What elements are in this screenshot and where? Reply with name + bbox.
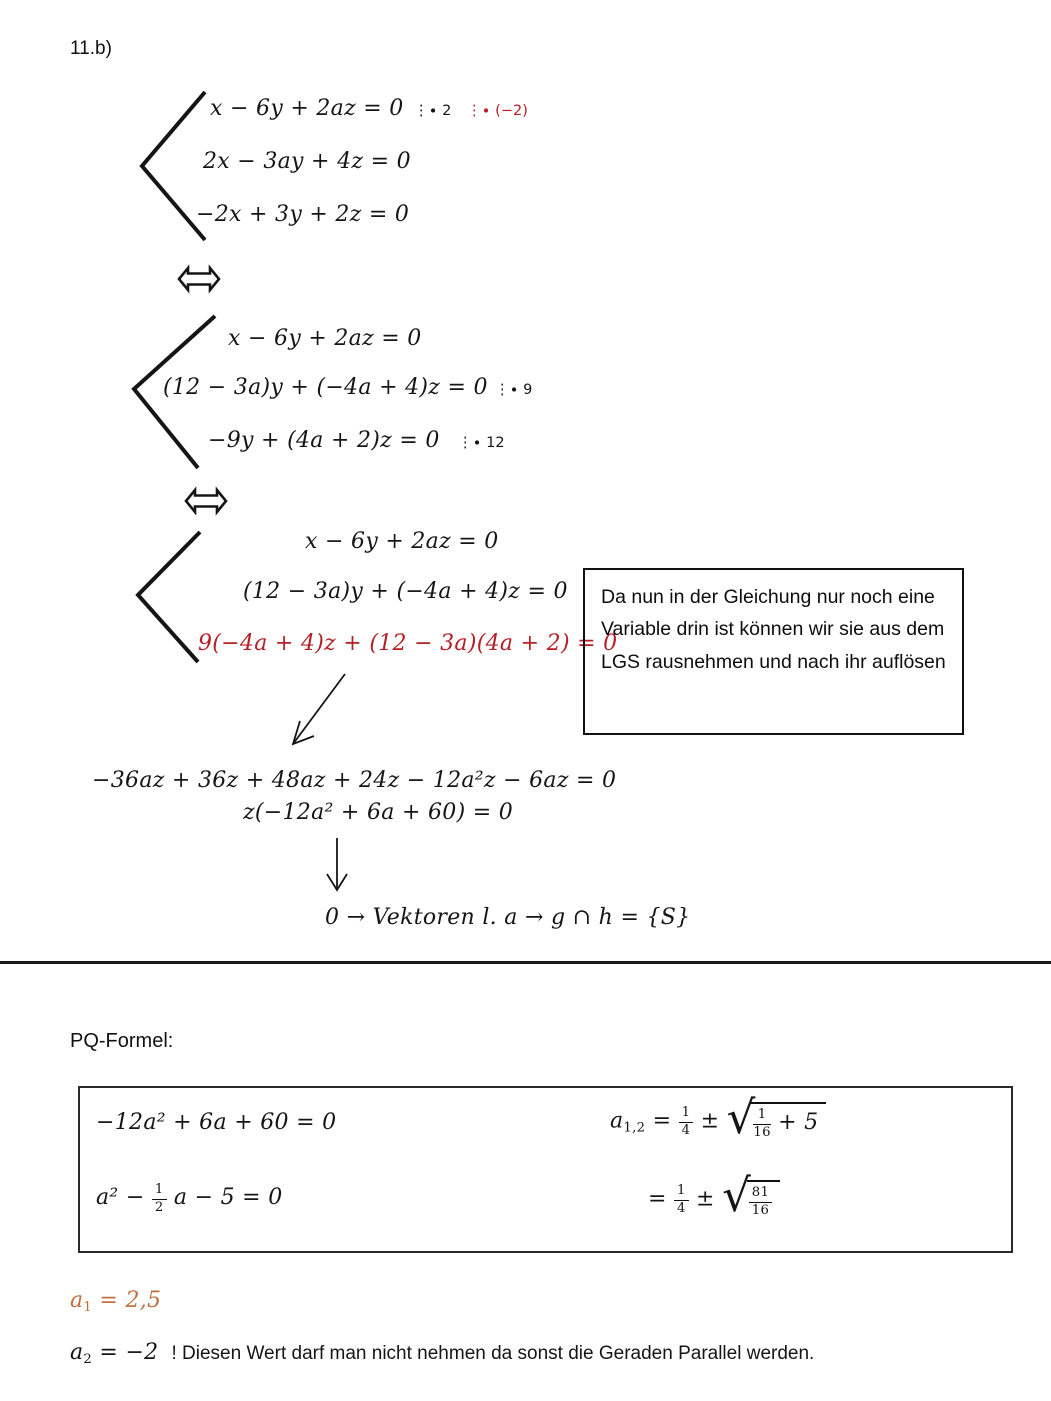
result-a1 xyxy=(70,1288,162,1316)
plus-minus: ± xyxy=(693,1108,727,1134)
equivalence-arrow-icon xyxy=(183,482,229,520)
plus-minus: ± xyxy=(688,1186,723,1212)
fraction xyxy=(152,1183,167,1216)
conclusion-line: 0 → Vektoren l. a → g ∩ h = {S} xyxy=(325,905,691,930)
page-title: 11.b) xyxy=(70,38,112,59)
numerator: 1 xyxy=(753,1108,770,1125)
multiply-annotation: ⋮∙ 9 xyxy=(495,382,533,398)
section-divider xyxy=(0,961,1051,964)
multiply-annotation: ⋮∙ 2 xyxy=(414,103,452,119)
equation: −9y + (4a + 2)z = 0 xyxy=(208,428,440,453)
note-box xyxy=(583,568,964,735)
equation: z(−12a² + 6a + 60) = 0 xyxy=(243,800,514,825)
denominator: 4 xyxy=(681,1123,691,1139)
denominator: 4 xyxy=(677,1201,686,1217)
numerator: 1 xyxy=(674,1184,689,1201)
pq-heading: PQ-Formel: xyxy=(70,1030,174,1052)
denominator: 16 xyxy=(751,1202,770,1218)
variable: a xyxy=(70,1340,84,1365)
multiply-annotation: ⋮∙ (−2) xyxy=(467,103,528,119)
variable: a xyxy=(610,1108,624,1134)
square-root xyxy=(722,1169,780,1222)
pq-formula-box xyxy=(78,1086,1013,1253)
equivalence-arrow-icon xyxy=(176,260,222,298)
equation-part: a − 5 = 0 xyxy=(166,1184,283,1210)
equation: x − 6y + 2az = 0 xyxy=(228,326,422,351)
denominator: 16 xyxy=(753,1124,771,1140)
fraction xyxy=(679,1106,694,1139)
equation: −2x + 3y + 2z = 0 xyxy=(196,202,410,227)
subscript: 2 xyxy=(83,1352,93,1368)
multiply-annotation: ⋮∙ 12 xyxy=(458,435,505,451)
denominator: 2 xyxy=(154,1199,164,1215)
numerator: 1 xyxy=(152,1183,167,1200)
equation xyxy=(648,1169,780,1222)
equation-part: + 5 xyxy=(770,1109,819,1135)
fraction xyxy=(674,1184,689,1217)
result-a2 xyxy=(70,1340,815,1368)
equation: (12 − 3a)y + (−4a + 4)z = 0 xyxy=(243,579,568,604)
fraction xyxy=(749,1186,772,1219)
equation: x − 6y + 2az = 0 xyxy=(210,96,404,121)
arrow-down-icon xyxy=(323,836,353,898)
square-root xyxy=(726,1091,827,1144)
equation: −12a² + 6a + 60 = 0 xyxy=(96,1110,337,1135)
subscript: 1,2 xyxy=(623,1120,646,1136)
numerator: 1 xyxy=(679,1106,694,1123)
variable: a xyxy=(70,1288,84,1313)
equation: x − 6y + 2az = 0 xyxy=(305,529,499,554)
value: = −2 xyxy=(92,1340,159,1365)
radical-sign-icon: √ xyxy=(726,1091,754,1144)
equation-part: = xyxy=(648,1186,675,1212)
equation xyxy=(96,1183,283,1216)
radical-sign-icon: √ xyxy=(722,1169,749,1222)
equation xyxy=(610,1091,826,1144)
equation: −36az + 36z + 48az + 24z − 12a²z − 6az = 0 xyxy=(92,768,617,793)
value: = 2,5 xyxy=(92,1288,162,1313)
equation: 2x − 3ay + 4z = 0 xyxy=(203,149,411,174)
arrow-down-left-icon xyxy=(283,668,355,756)
fraction xyxy=(753,1108,770,1141)
equation-part: = xyxy=(645,1108,679,1134)
equation: 9(−4a + 4)z + (12 − 3a)(4a + 2) = 0 xyxy=(198,631,618,656)
equation-part: a² − xyxy=(96,1184,152,1210)
equation: (12 − 3a)y + (−4a + 4)z = 0 xyxy=(163,375,488,400)
subscript: 1 xyxy=(83,1300,93,1316)
warning-note: ! Diesen Wert darf man nicht nehmen da sonst die Geraden Parallel werden. xyxy=(171,1343,815,1364)
system-brace-icon xyxy=(134,528,204,666)
numerator: 81 xyxy=(749,1186,772,1203)
note-text: Da nun in der Gleichung nur noch eine Variable drin ist können wir sie aus dem LGS rausnehmen und nach ihr auflösen xyxy=(601,586,946,673)
